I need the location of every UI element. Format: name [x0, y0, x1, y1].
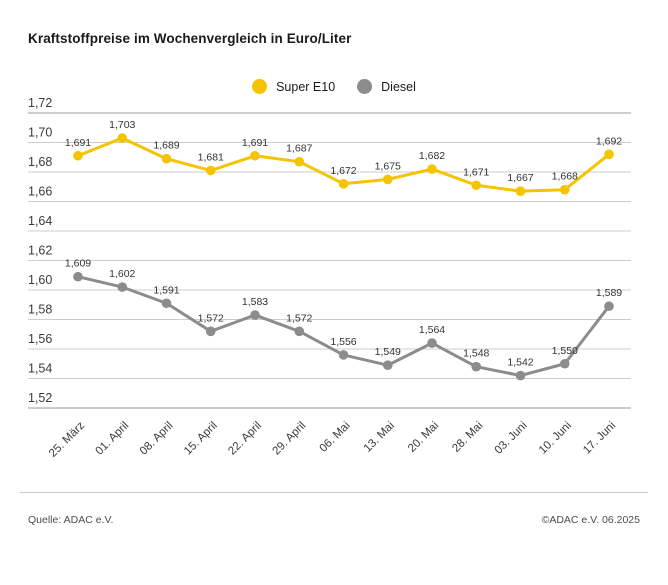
- data-point: [162, 298, 172, 308]
- data-point-label: 1,667: [507, 172, 534, 185]
- data-point-label: 1,572: [286, 312, 313, 325]
- data-point-label: 1,556: [330, 335, 357, 348]
- x-axis-tick-label: 13. Mai: [361, 419, 397, 455]
- x-axis-tick-label: 01. April: [93, 419, 132, 458]
- copyright-note: ©ADAC e.V. 06.2025: [541, 514, 640, 526]
- y-axis-tick-label: 1,62: [28, 243, 53, 258]
- x-axis-tick-label: 17. Juni: [581, 419, 619, 457]
- y-axis-tick-label: 1,54: [28, 361, 53, 376]
- data-point-label: 1,692: [595, 135, 623, 148]
- data-point: [117, 282, 127, 292]
- data-point-label: 1,548: [463, 347, 490, 360]
- data-point-label: 1,549: [374, 346, 401, 359]
- data-point: [73, 151, 83, 161]
- data-point-label: 1,591: [153, 284, 180, 297]
- data-point: [339, 350, 349, 360]
- data-point-label: 1,542: [507, 356, 534, 369]
- x-axis-tick-label: 15. April: [181, 419, 220, 458]
- data-point-label: 1,572: [197, 312, 224, 325]
- y-axis-tick-label: 1,58: [28, 302, 53, 317]
- data-point-label: 1,703: [109, 119, 136, 132]
- y-axis-tick-label: 1,60: [28, 273, 53, 287]
- data-point: [250, 310, 260, 320]
- data-point: [427, 338, 437, 348]
- data-point: [294, 327, 304, 337]
- data-point: [471, 180, 481, 190]
- data-point: [516, 186, 526, 196]
- legend-label: Super E10: [276, 79, 336, 94]
- y-axis-tick-label: 1,68: [28, 155, 53, 169]
- data-point-label: 1,564: [418, 324, 446, 337]
- footer-divider: [20, 492, 648, 493]
- data-point: [206, 327, 216, 337]
- data-point: [250, 151, 260, 161]
- data-point: [162, 154, 172, 164]
- data-point: [206, 166, 216, 176]
- data-point-label: 1,589: [595, 287, 623, 300]
- x-axis-tick-label: 10. Juni: [536, 419, 574, 457]
- data-point-label: 1,602: [109, 268, 136, 281]
- data-point: [516, 371, 526, 381]
- y-axis-tick-label: 1,64: [28, 214, 53, 228]
- data-point-label: 1,675: [374, 160, 401, 173]
- x-axis-tick-label: 25. März: [46, 419, 88, 460]
- x-axis-tick-label: 03. Juni: [492, 419, 530, 457]
- x-axis-tick-label: 22. April: [226, 419, 265, 458]
- data-point: [294, 157, 304, 167]
- x-axis-tick-label: 08. April: [137, 419, 176, 458]
- data-point-label: 1,668: [551, 170, 578, 183]
- data-point-label: 1,583: [241, 296, 269, 309]
- data-point: [117, 133, 127, 143]
- y-axis-tick-label: 1,72: [28, 96, 53, 110]
- data-point: [604, 301, 614, 311]
- y-axis-tick-label: 1,66: [28, 184, 53, 199]
- data-point-label: 1,689: [153, 139, 180, 152]
- data-point-label: 1,687: [286, 142, 313, 155]
- x-axis-tick-label: 20. Mai: [405, 419, 442, 455]
- x-axis-tick-label: 28. Mai: [450, 419, 486, 455]
- source-note: Quelle: ADAC e.V.: [28, 514, 114, 526]
- data-point-label: 1,691: [64, 136, 92, 149]
- y-axis-tick-label: 1,56: [28, 332, 53, 346]
- data-point: [339, 179, 349, 189]
- x-axis-tick-label: 06. Mai: [317, 419, 353, 455]
- legend-label: Diesel: [381, 79, 416, 94]
- data-point-label: 1,682: [418, 150, 446, 163]
- data-point-label: 1,672: [330, 164, 357, 177]
- data-point: [604, 150, 614, 160]
- data-point: [427, 164, 437, 174]
- x-axis-tick-label: 29. April: [270, 419, 309, 458]
- chart-title: Kraftstoffpreise im Wochenvergleich in Euro/Liter: [28, 31, 352, 46]
- data-point-label: 1,550: [551, 344, 578, 357]
- y-axis-tick-label: 1,52: [28, 391, 53, 405]
- data-point: [560, 185, 570, 195]
- data-point: [471, 362, 481, 372]
- data-point: [383, 360, 393, 370]
- data-point: [560, 359, 570, 369]
- data-point-label: 1,691: [241, 136, 269, 149]
- data-point-label: 1,609: [64, 257, 92, 270]
- data-point-label: 1,681: [197, 151, 224, 164]
- data-point: [383, 175, 393, 185]
- y-axis-tick-label: 1,70: [28, 125, 53, 140]
- data-point-label: 1,671: [463, 166, 490, 179]
- data-point: [73, 272, 83, 282]
